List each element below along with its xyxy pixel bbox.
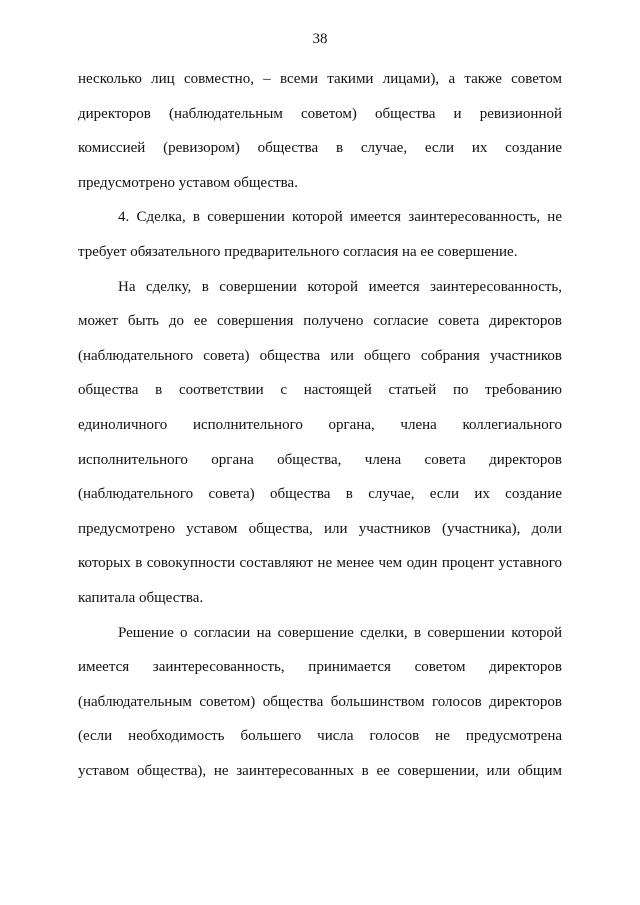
text-line: предусмотрено уставом общества, или участников (участника), доли xyxy=(78,520,562,537)
text-line: единоличного исполнительного органа, члена коллегиального xyxy=(78,416,562,433)
text-line: требует обязательного предварительного согласия на ее совершение. xyxy=(78,243,518,260)
paragraph-4-line: 4. Сделка, в совершении которой имеется заинтересованность, не xyxy=(118,209,562,226)
text-line: (наблюдательного совета) общества или общего собрания участников xyxy=(78,347,562,364)
text-line: (наблюдательным советом) общества большинством голосов директоров xyxy=(78,693,562,710)
text-line: исполнительного органа общества, члена совета директоров xyxy=(78,451,562,468)
text-line: капитала общества. xyxy=(78,589,204,606)
text-line: уставом общества), не заинтересованных в ее совершении, или общим xyxy=(78,762,562,779)
text-line: может быть до ее совершения получено согласие совета директоров xyxy=(78,313,562,330)
text-line: которых в совокупности составляют не менее чем один процент уставного xyxy=(78,555,562,572)
text-line: несколько лиц совместно, – всеми такими лицами), а также советом xyxy=(78,71,562,87)
text-line: комиссией (ревизором) общества в случае, если их создание xyxy=(78,140,562,157)
text-line: директоров (наблюдательным советом) общества и ревизионной xyxy=(78,105,562,122)
text-line: (если необходимость большего числа голосов не предусмотрена xyxy=(78,728,562,745)
page-number: 38 xyxy=(312,31,328,47)
paragraph-line: На сделку, в совершении которой имеется заинтересованность, xyxy=(118,278,562,295)
document-body xyxy=(78,62,562,788)
text-line: общества в соответствии с настоящей статьей по требованию xyxy=(78,382,562,399)
text-line: (наблюдательного совета) общества в случае, если их создание xyxy=(78,486,562,503)
text-line: предусмотрено уставом общества. xyxy=(78,174,298,191)
paragraph-line: Решение о согласии на совершение сделки, в совершении которой xyxy=(118,624,562,641)
text-line: имеется заинтересованность, принимается советом директоров xyxy=(78,659,562,676)
